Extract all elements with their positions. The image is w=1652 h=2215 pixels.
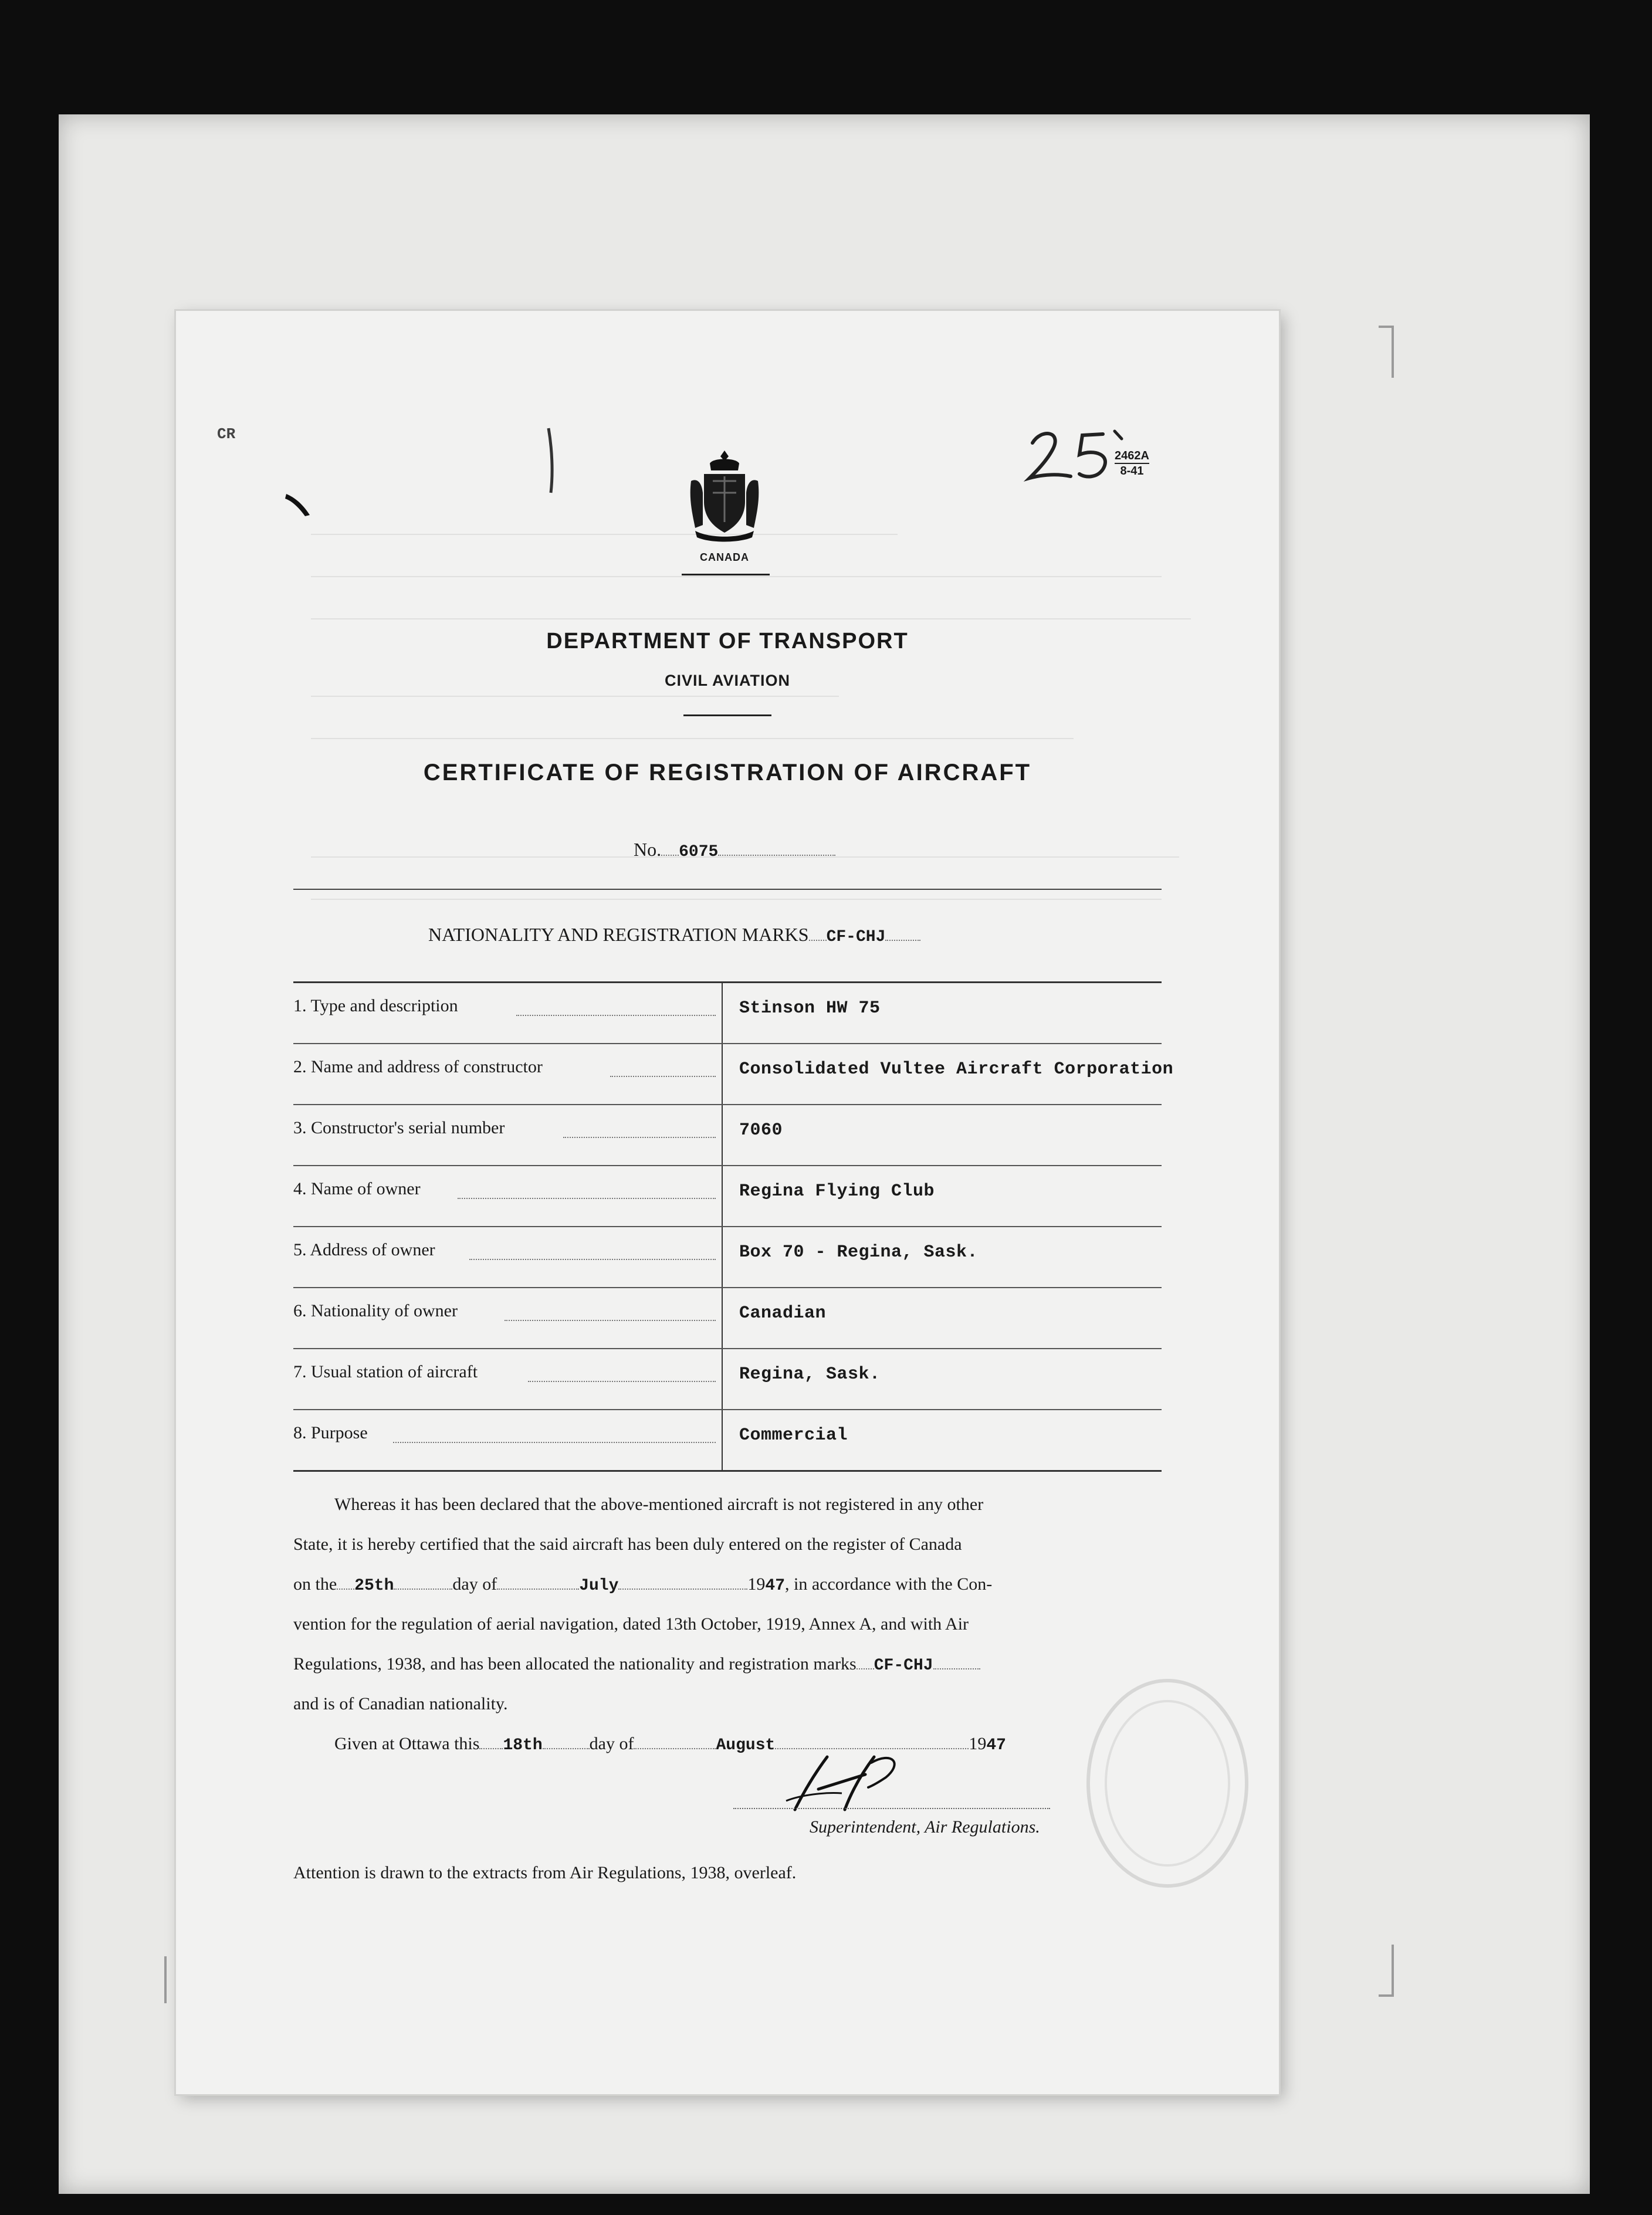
crop-mark-bottom-left bbox=[164, 1956, 172, 2003]
certificate-title: CERTIFICATE OF REGISTRATION OF AIRCRAFT bbox=[423, 760, 1032, 785]
certificate-document bbox=[176, 311, 1279, 2094]
form-code bbox=[1115, 449, 1149, 478]
row-label: 2. Name and address of constructor bbox=[293, 1057, 543, 1076]
certificate-number-value: 6075 bbox=[679, 843, 719, 861]
row-value: Regina, Sask. bbox=[739, 1364, 881, 1384]
whereas-line-4: vention for the regulation of aerial navigation, dated 13th October, 1919, Annex A, and with Air bbox=[293, 1614, 969, 1634]
whereas-line-6: and is of Canadian nationality. bbox=[293, 1694, 508, 1713]
row-value: 7060 bbox=[739, 1120, 783, 1140]
division-rule bbox=[683, 714, 771, 716]
table-row bbox=[293, 1349, 1162, 1410]
corner-mark: CR bbox=[217, 425, 236, 443]
crest-rule bbox=[682, 574, 770, 575]
row-label: 6. Nationality of owner bbox=[293, 1301, 458, 1320]
footer-note: Attention is drawn to the extracts from Air Regulations, 1938, overleaf. bbox=[293, 1863, 797, 1882]
certificate-number-label: No. bbox=[634, 839, 662, 860]
table-row bbox=[293, 1410, 1162, 1471]
table-row bbox=[293, 983, 1162, 1044]
row-value: Canadian bbox=[739, 1303, 827, 1323]
nationality-marks-value: CF-CHJ bbox=[826, 928, 886, 946]
given-day: 18th bbox=[503, 1736, 543, 1755]
crop-mark-top-right bbox=[1379, 326, 1394, 378]
whereas-line-5: Regulations, 1938, and has been allocated the nationality and registration marks CF-CHJ bbox=[293, 1655, 980, 1675]
row-value: Commercial bbox=[739, 1425, 848, 1445]
row-label: 5. Address of owner bbox=[293, 1240, 435, 1259]
form-code-date: 8-41 bbox=[1120, 465, 1144, 477]
certificate-number bbox=[634, 839, 835, 861]
whereas-line-3: on the 25th day of July 1947, in accordance with the Con- bbox=[293, 1574, 993, 1595]
nationality-marks-label: NATIONALITY AND REGISTRATION MARKS bbox=[428, 924, 809, 945]
row-label: 4. Name of owner bbox=[293, 1179, 421, 1198]
row-value: Regina Flying Club bbox=[739, 1181, 935, 1201]
table-row bbox=[293, 1227, 1162, 1288]
form-code-number: 2462A bbox=[1115, 449, 1149, 464]
row-label: 1. Type and description bbox=[293, 996, 458, 1015]
signature bbox=[783, 1745, 936, 1827]
given-line: Given at Ottawa this 18th day of August 1947 bbox=[334, 1734, 1006, 1755]
nationality-marks bbox=[428, 924, 920, 946]
signature-rule bbox=[733, 1808, 1050, 1809]
given-month: August bbox=[716, 1736, 776, 1755]
registration-table bbox=[293, 981, 1174, 1472]
row-label: 8. Purpose bbox=[293, 1423, 368, 1442]
table-row bbox=[293, 1105, 1162, 1166]
whereas-line-2: State, it is hereby certified that the said aircraft has been duly entered on the register of Canada bbox=[293, 1535, 962, 1554]
department-heading: DEPARTMENT OF TRANSPORT bbox=[546, 629, 909, 653]
row-value: Box 70 - Regina, Sask. bbox=[739, 1242, 979, 1262]
canada-crest-icon bbox=[686, 446, 763, 546]
pencil-stroke bbox=[543, 425, 560, 496]
table-row bbox=[293, 1044, 1174, 1105]
signature-title: Superintendent, Air Regulations. bbox=[810, 1817, 1040, 1837]
crop-mark-bottom-right bbox=[1379, 1945, 1394, 1997]
table-row bbox=[293, 1166, 1162, 1227]
row-label: 7. Usual station of aircraft bbox=[293, 1362, 478, 1381]
number-rule bbox=[293, 889, 1162, 890]
whereas-line-1: Whereas it has been declared that the above-mentioned aircraft is not registered in any other bbox=[334, 1495, 984, 1514]
official-seal bbox=[1079, 1672, 1255, 1895]
table-row bbox=[293, 1288, 1162, 1349]
registration-day: 25th bbox=[354, 1577, 394, 1595]
crest-caption: CANADA bbox=[700, 551, 749, 563]
division-heading: CIVIL AVIATION bbox=[664, 672, 790, 689]
row-value: Consolidated Vultee Aircraft Corporation bbox=[739, 1059, 1174, 1079]
registration-month: July bbox=[579, 1577, 619, 1595]
given-year: 47 bbox=[986, 1736, 1006, 1755]
row-value: Stinson HW 75 bbox=[739, 998, 881, 1018]
registration-marks: CF-CHJ bbox=[874, 1657, 933, 1675]
registration-year: 47 bbox=[765, 1577, 786, 1595]
smudge-mark bbox=[282, 487, 317, 522]
row-label: 3. Constructor's serial number bbox=[293, 1118, 505, 1137]
